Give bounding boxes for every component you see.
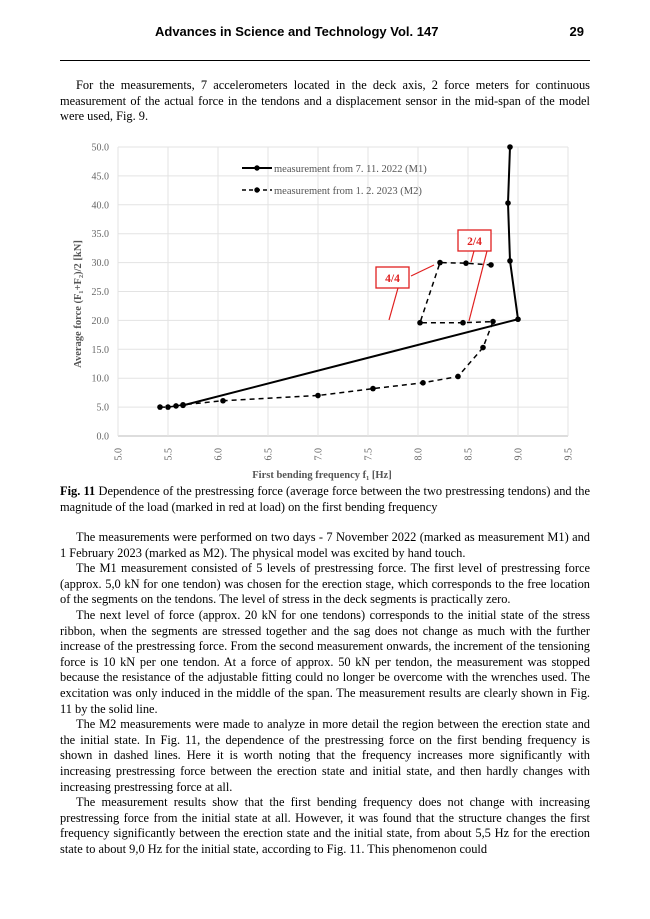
header-rule xyxy=(60,60,590,61)
series-m2-point xyxy=(417,320,423,326)
series-m2-point xyxy=(157,404,163,410)
figure-11-chart xyxy=(60,132,590,482)
arrow-2-4-a xyxy=(471,251,474,262)
y-tick-label: 0.0 xyxy=(96,431,109,443)
series-m2-point xyxy=(420,380,426,386)
legend-label-m1: measurement from 7. 11. 2022 (M1) xyxy=(274,164,427,175)
series-m2-point xyxy=(315,393,321,399)
series-m2-point xyxy=(220,398,226,404)
annotation-2-4: 2/4 xyxy=(467,236,482,248)
y-tick-label: 20.0 xyxy=(91,315,109,327)
body-paragraph-2: The M1 measurement consisted of 5 levels of prestressing force. The first level of prestressing force (approx. 5,0 kN for one tendon) was chosen for the erection stage, which corresponds to the free location of the segments on the tendons. The level of stress in the deck segments is practically zero. xyxy=(60,561,590,607)
series-m2-line xyxy=(160,263,493,408)
legend-marker-m1 xyxy=(254,165,259,170)
y-tick-label: 15.0 xyxy=(91,344,109,356)
series-m2-point xyxy=(490,319,496,325)
y-tick-label: 10.0 xyxy=(91,373,109,385)
series-m1-point xyxy=(507,144,513,150)
y-tick-label: 50.0 xyxy=(91,142,109,154)
body-paragraph-1: The measurements were performed on two days - 7 November 2022 (marked as measurement M1) and 1 February 2023 (marked as M2). The physical model was excited by hand touch. xyxy=(60,530,590,560)
x-tick-labels xyxy=(114,448,575,461)
series-m2-point xyxy=(437,260,443,266)
intro-paragraph: For the measurements, 7 accelerometers located in the deck axis, 2 force meters for continuous measurement of the actual force in the tendons and a displacement sensor in the mid-span of the model were used, Fig. 9. xyxy=(60,78,590,124)
x-tick-label: 9.5 xyxy=(563,448,575,461)
legend-label-m2: measurement from 1. 2. 2023 (M2) xyxy=(274,186,422,197)
series-m1-point xyxy=(507,258,513,264)
annotation-4-4: 4/4 xyxy=(385,273,400,285)
y-tick-label: 30.0 xyxy=(91,258,109,270)
series-m1-point xyxy=(505,200,511,206)
body-paragraph-3: The next level of force (approx. 20 kN for one tendons) corresponds to the initial state of the stress ribbon, when the segments are stressed together and the sag does not change as much with the further increase of the prestressing force. From the second measurement onwards, the increment of the tensioning force is 10 kN per one tendon. At a force of approx. 50 kN per tendon, the measurement was stopped because the resistance of the adjustable fitting could no longer be overcome with the wrenches used. The excitation was only induced in the middle of the span. The measurement results are clearly shown in Fig. 11 by the solid line. xyxy=(60,607,590,716)
figure-label: Fig. 11 xyxy=(60,484,96,498)
y-axis-label: Average force (F₁+F₂)/2 [kN] xyxy=(73,240,84,368)
y-tick-label: 35.0 xyxy=(91,229,109,241)
y-tick-label: 45.0 xyxy=(91,171,109,183)
y-tick-label: 5.0 xyxy=(96,402,109,414)
series-m2-point xyxy=(488,262,494,268)
running-header xyxy=(60,24,590,46)
series-m2-point xyxy=(173,403,179,409)
figure-caption-text: Dependence of the prestressing force (average force between the two prestressing tendons) and the magnitude of the load (marked in red at load) on the first bending frequency xyxy=(60,484,590,514)
y-tick-label: 25.0 xyxy=(91,287,109,298)
body-paragraph-5: The measurement results show that the first bending frequency does not change with increasing prestressing force from the initial state at all. However, it was found that the structure changes the first frequency significantly between the erection state and the initial state, from about 5,5 Hz for the erection state to about 9,0 Hz for the initial state, according to Fig. 11. This phenomenon could xyxy=(60,795,590,856)
body-paragraph-4: The M2 measurements were made to analyze in more detail the region between the erection state and the initial state. In Fig. 11, the dependence of the prestressing force on the first bending frequency is shown in dashed lines. Here it is worth noting that the frequency increases more significantly with increasing prestressing force between the erection state and initial state, and then hardly changes with increasing prestressing force at all. xyxy=(60,717,590,794)
body-text xyxy=(60,530,590,857)
y-tick-label: 40.0 xyxy=(91,200,109,212)
series-group xyxy=(157,144,521,410)
series-m2-point xyxy=(370,386,376,392)
series-m2-point xyxy=(480,345,486,351)
x-tick-label: 8.5 xyxy=(463,448,475,461)
series-m2-point xyxy=(180,402,186,408)
chart-legend xyxy=(242,164,427,197)
arrow-4-4-a xyxy=(411,265,434,276)
series-m2-point xyxy=(463,260,469,266)
series-m2-point xyxy=(460,320,466,326)
x-tick-label: 5.5 xyxy=(163,448,175,461)
x-tick-label: 6.0 xyxy=(213,448,225,461)
figure-caption xyxy=(60,484,590,515)
series-m2-point xyxy=(165,404,171,410)
series-m1-point xyxy=(515,316,521,322)
x-tick-label: 8.0 xyxy=(413,448,425,461)
x-tick-label: 9.0 xyxy=(513,448,525,461)
page-number: 29 xyxy=(569,24,584,39)
x-axis-label: First bending frequency f₁ [Hz] xyxy=(252,470,392,481)
y-tick-labels xyxy=(92,143,110,443)
arrow-4-4-b xyxy=(389,288,398,320)
x-tick-label: 5.0 xyxy=(113,448,125,461)
x-tick-label: 6.5 xyxy=(263,448,275,461)
x-tick-label: 7.5 xyxy=(363,448,375,461)
legend-marker-m2 xyxy=(254,187,259,192)
x-tick-label: 7.0 xyxy=(313,448,325,461)
load-annotations xyxy=(376,230,491,321)
journal-title: Advances in Science and Technology Vol. 147 xyxy=(155,24,439,39)
series-m2-point xyxy=(455,374,461,380)
